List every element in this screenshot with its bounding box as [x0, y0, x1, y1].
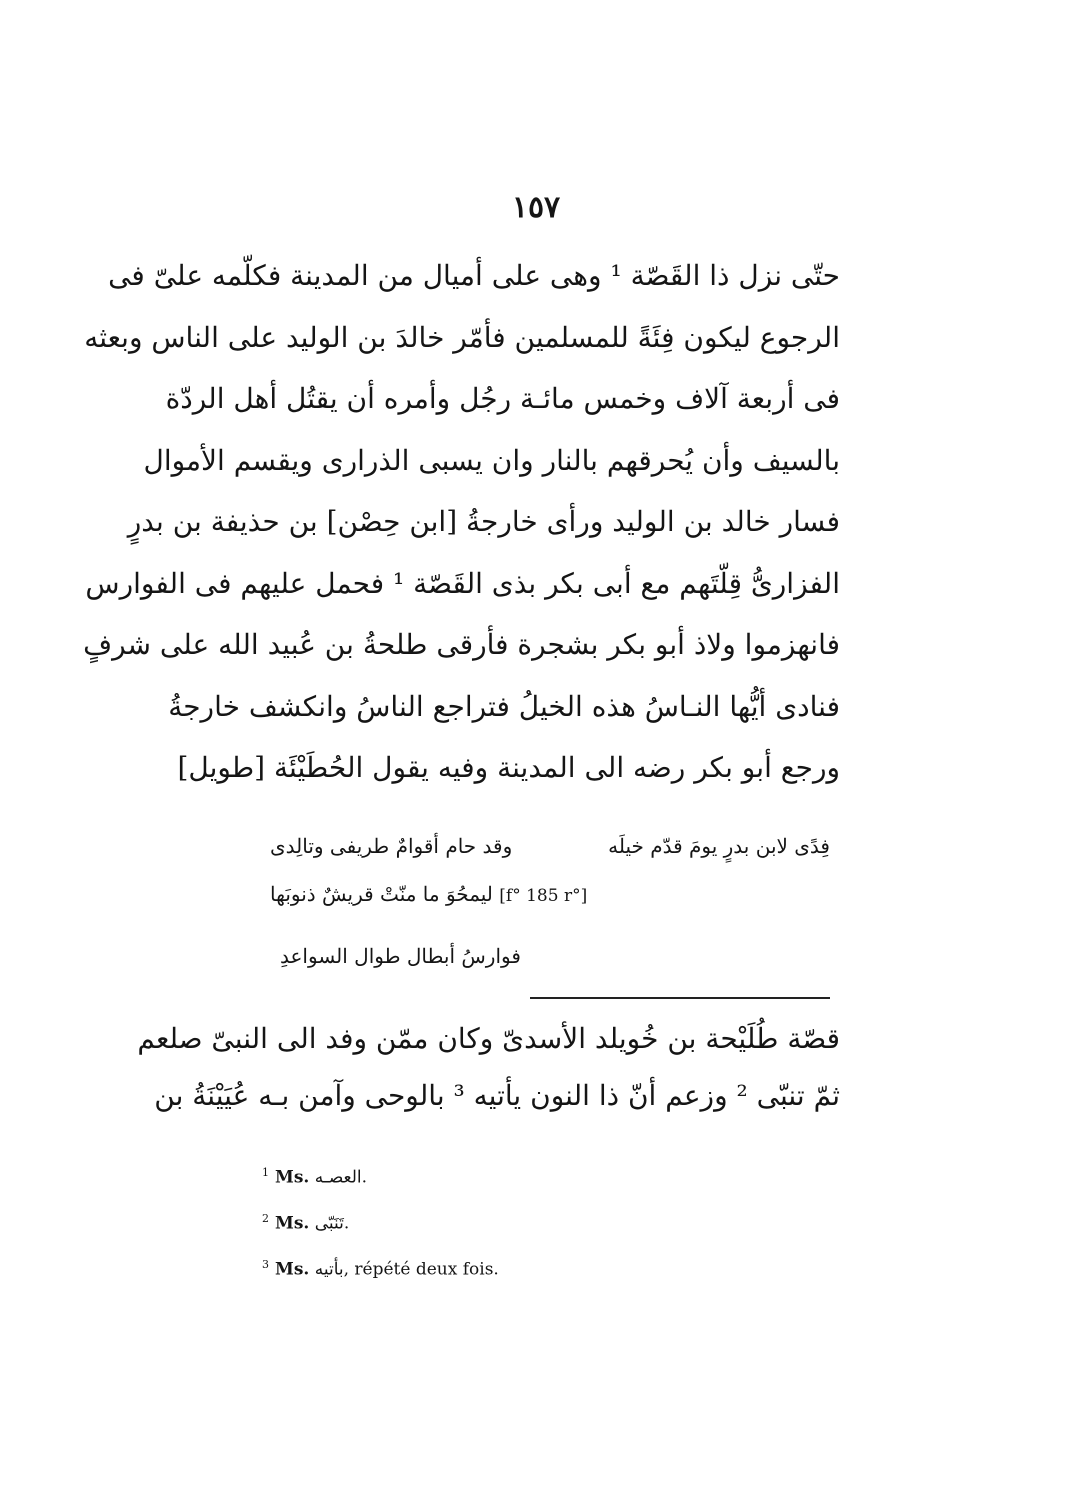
- poem-hemistich-with-folio: [270, 870, 587, 920]
- prose-line-text: فسار خالد بن الوليد ورأى خارجةُ [ابن حِصْن] بن حذيفة بن بدرٍ: [127, 505, 840, 538]
- prose-line-text: فى أربعة آلاف وخمس مائـة رجُل وأمره أن يقتُل أهل الردّة: [165, 382, 840, 415]
- poem-hemistich: فوارسُ أبطال طوال السواعدِ: [280, 944, 521, 968]
- footnote-tail: .: [361, 1167, 368, 1188]
- prose-line: [165, 368, 840, 430]
- folio-reference: [f° 185 r°]: [499, 886, 588, 906]
- main-prose: [83, 245, 840, 799]
- footnote: [262, 1196, 862, 1242]
- prose-line: قصّة طُلَيْحة بن خُويلد الأسدىّ وكان ممّن وفد الى النبىّ صلعم: [137, 1022, 840, 1055]
- prose-line-text: بالسيف وأن يُحرقهم بالنار وان يسبى الذرارى ويقسم الأموال: [143, 443, 840, 477]
- footnote-arabic: تَنَبّى: [314, 1213, 344, 1234]
- prose-line: [83, 614, 840, 676]
- footnote-arabic: بأتيه: [314, 1259, 344, 1280]
- poem-block: [270, 822, 830, 980]
- prose-line: [143, 430, 840, 492]
- prose-line: [84, 307, 840, 369]
- poem-verse-2: [270, 870, 830, 918]
- prose-line: [108, 245, 840, 307]
- footnotes: [262, 1150, 862, 1288]
- footnote-number: 1: [262, 1166, 269, 1179]
- prose-line: [85, 553, 840, 615]
- section-divider: [530, 997, 830, 999]
- poem-hemistich: فِدًى لابن بدرٍ يومَ قدّم خيلَه: [608, 834, 830, 858]
- prose-line: [177, 737, 840, 799]
- poem-hemistich: وقد حام أقوامٌ طريفى وتالِدى: [270, 834, 513, 858]
- footnote: [262, 1242, 862, 1288]
- prose-line: [127, 491, 840, 553]
- prose-line-text: ورجع أبو بكر رضه الى المدينة وفيه يقول الحُطَيْئَة [طويل]: [177, 751, 840, 784]
- section-prose: [137, 1010, 840, 1124]
- prose-line-text: فانهزموا ولاذ أبو بكر بشجرة فأرقى طلحةُ بن عُبيد الله على شرفٍ: [83, 628, 840, 661]
- footnote-ms: Ms.: [275, 1259, 310, 1280]
- prose-line: [168, 676, 840, 738]
- footnote-tail: .: [343, 1213, 350, 1234]
- footnote-arabic: العصـه: [314, 1167, 362, 1188]
- footnote-ms: Ms.: [275, 1167, 310, 1188]
- prose-line-text: الرجوع ليكون فِئَةً للمسلمين فأمّر خالدَ بن الوليد على الناس وبعثه: [84, 320, 840, 354]
- prose-line-text: الفزارىُّ قِلّتَهم مع أبى بكر بذى القَصّة ¹ فحمل عليهم فى الفوارس: [85, 566, 840, 600]
- footnote-number: 3: [262, 1258, 269, 1271]
- footnote: [262, 1150, 862, 1196]
- page-number: ١٥٧: [511, 190, 561, 225]
- footnote-number: 2: [262, 1212, 269, 1225]
- prose-line-text: حتّى نزل ذا القَصّة ¹ وهى على أميال من المدينة فكلّمه علىّ فى: [108, 259, 840, 292]
- prose-line: ثمّ تنبّى ² وزعم أنّ ذا النون يأتيه ³ بالوحى وآمن بـه عُيَيْنَةُ بن: [154, 1079, 840, 1112]
- poem-verse-1: [270, 822, 830, 870]
- poem-verse-3: [270, 932, 830, 980]
- poem-hemistich: ليمحُوَ ما منّتْ قريشٌ ذنوبَها: [270, 882, 493, 906]
- prose-line-text: فنادى أيُّها النـاسُ هذه الخيلُ فتراجع الناسُ وانكشف خارجةُ: [168, 689, 840, 723]
- footnote-ms: Ms.: [275, 1213, 310, 1234]
- footnote-tail: , répété deux fois.: [343, 1259, 499, 1280]
